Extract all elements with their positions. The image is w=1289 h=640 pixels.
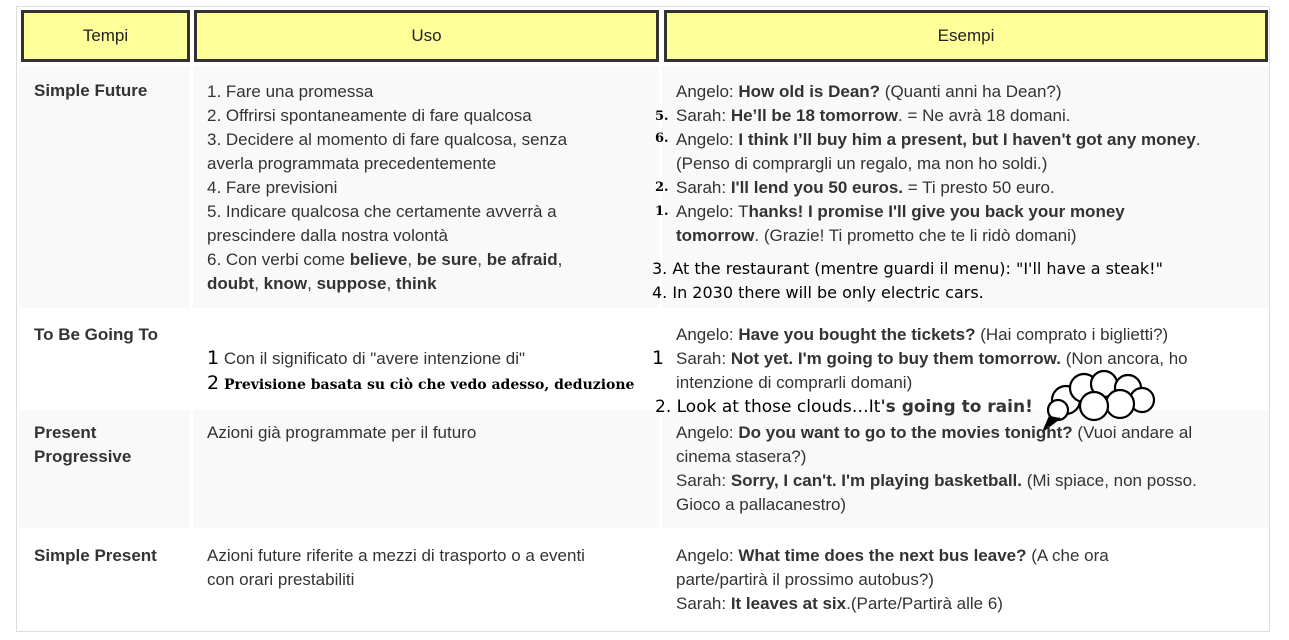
header-tempi [21,10,190,62]
use-line: 3. Decidere al momento di fare qualcosa, senza [207,130,568,149]
translation: . (Grazie! Ti prometto che te li ridò domani) [754,226,1077,245]
term-going-to: To Be Going To [34,325,159,344]
header-tempi-label: Tempi [82,26,129,45]
speaker: Sarah: [676,349,731,368]
use-text: Con il significato di "avere intenzione di" [219,349,526,368]
sep: , [254,274,264,293]
example-line [676,200,1125,224]
example-bold: Not yet. I'm going to buy them tomorrow. [730,349,1061,368]
use-line [207,371,634,397]
use-line [207,248,562,272]
punct: . [1195,130,1201,149]
example-bold: I think I’ll buy him a present, but I haven't got any money [738,130,1196,149]
use-line: 2. Offrirsi spontaneamente di fare qualcosa [207,106,532,125]
verb-doubt: doubt [207,274,255,293]
example-bold: tomorrow [676,226,755,245]
example-bold: hanks! I promise I'll give you back your money [748,202,1125,221]
annotation-number: 2. [655,180,669,195]
use-line [207,272,437,296]
header-uso-label: Uso [411,26,442,45]
translation: parte/partirà il prossimo autobus?) [676,570,934,589]
verb-be-afraid: be afraid [486,250,558,269]
translation: (Vuoi andare al [1072,423,1193,442]
translation: .(Parte/Partirà alle 6) [846,594,1003,613]
verb-be-sure: be sure [416,250,478,269]
example-line [676,469,1197,493]
example-line [676,224,1077,248]
verb-think: think [395,274,437,293]
sep: , [407,250,417,269]
speaker: Sarah: [676,178,731,197]
use-line: Azioni future riferite a mezzi di trasporto o a eventi [207,546,585,565]
column-divider [190,66,193,528]
speaker: Angelo: [676,423,739,442]
use-line: con orari prestabiliti [207,570,355,589]
translation: (A che ora [1026,546,1109,565]
use-line: prescindere dalla nostra volontà [207,226,448,245]
speaker: Angelo: [676,325,739,344]
speaker: Angelo: [676,546,739,565]
use-line: Azioni già programmate per il futuro [207,423,477,442]
example-line [676,176,1055,200]
header-esempi [664,10,1268,62]
term-line: Present [34,423,97,442]
example-line: 3. At the restaurant (mentre guardi il menu): "I'll have a steak!" [652,259,1163,278]
speaker: Angelo: [676,130,739,149]
annotation-number: 1 [207,347,220,369]
example-bold: It leaves at six [730,594,847,613]
annotation-number: 1. [655,204,669,219]
term-simple-future: Simple Future [34,81,148,100]
example-line [676,80,1062,104]
example-line: 4. In 2030 there will be only electric cars. [652,283,984,302]
use-text: Previsione basata su ciò che vedo adesso, deduzione [219,377,635,393]
translation: (Mi spiace, non posso. [1022,471,1197,490]
example-line [655,395,1033,419]
header-esempi-label: Esempi [937,26,995,45]
use-line: 4. Fare previsioni [207,178,338,197]
translation: cinema stasera?) [676,447,807,466]
speaker: Sarah: [676,594,731,613]
term-line: Progressive [34,447,132,466]
sep: , [557,250,563,269]
use-text: 6. Con verbi come [207,250,350,269]
translation: Gioco a pallacanestro) [676,495,847,514]
speaker: Sarah: [676,471,731,490]
example-line [676,421,1192,445]
translation: (Hai comprato i biglietti?) [975,325,1169,344]
example-line [676,323,1168,347]
use-line: 1. Fare una promessa [207,82,374,101]
translation: . = Ne avrà 18 domani. [898,106,1071,125]
speaker: Sarah: [676,106,731,125]
use-line: averla programmata precedentemente [207,154,497,173]
translation: (Quanti anni ha Dean?) [880,82,1062,101]
verb-suppose: suppose [316,274,387,293]
header-uso [194,10,659,62]
sep: , [307,274,317,293]
translation: (Penso di comprargli un regalo, ma non ho soldi.) [676,154,1048,173]
annotation-number: 6. [655,131,669,146]
annotation-number: 5. [655,109,669,124]
example-line [676,544,1109,568]
annotation-number: 2 [207,372,220,394]
example-bold: Do you want to go to the movies tonight? [738,423,1073,442]
use-line: 5. Indicare qualcosa che certamente avverrà a [207,202,557,221]
example-bold: He’ll be 18 tomorrow [730,106,899,125]
example-line [676,128,1201,152]
speaker: Angelo: T [676,202,749,221]
example-bold: I'll lend you 50 euros. [730,178,904,197]
sep: , [386,274,396,293]
translation: intenzione di comprarli domani) [676,373,913,392]
verb-know: know [263,274,308,293]
example-bold: 's going to rain! [880,397,1033,417]
use-line [207,346,525,371]
term-present-progressive [34,421,131,469]
example-line [676,592,1003,616]
example-text: 2. Look at those clouds…It [655,397,881,417]
speaker: Angelo: [676,82,739,101]
annotation-number: 1 [652,347,665,369]
example-bold: How old is Dean? [738,82,881,101]
example-line [676,104,1070,128]
translation: (Non ancora, ho [1061,349,1188,368]
translation: = Ti presto 50 euro. [903,178,1055,197]
example-bold: What time does the next bus leave? [738,546,1027,565]
example-bold: Sorry, I can't. I'm playing basketball. [730,471,1023,490]
sep: , [477,250,487,269]
example-bold: Have you bought the tickets? [738,325,976,344]
verb-believe: believe [349,250,408,269]
term-simple-present: Simple Present [34,546,157,565]
